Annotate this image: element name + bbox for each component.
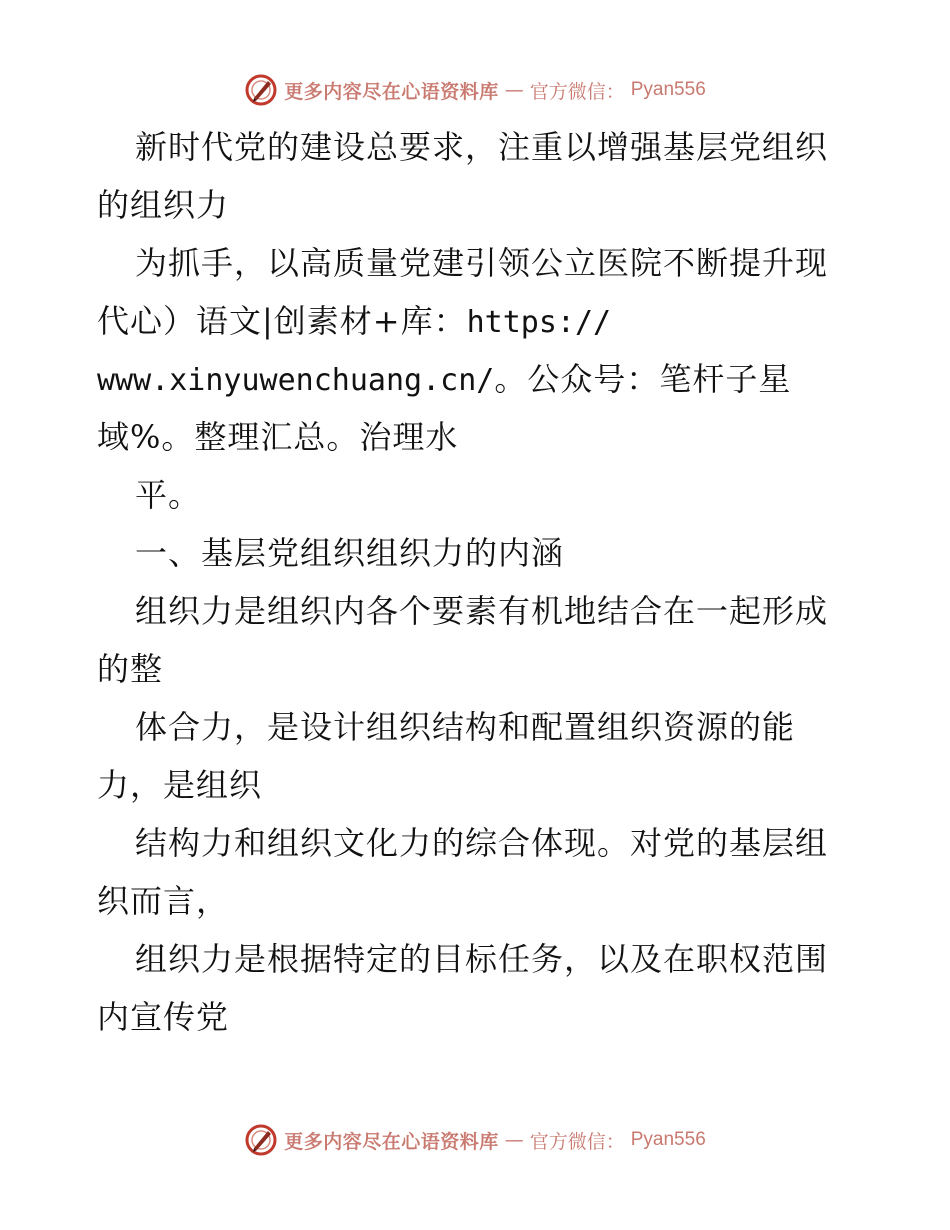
document-body [97,118,857,1046]
footer-wechat-id: Pyan556 [630,1129,706,1150]
footer-site-text: 更多内容尽在心语资料库 [284,1130,499,1153]
text-segment: 。公众号：笔杆子星 [494,360,792,398]
pen-logo-icon [244,1123,278,1157]
text-line: 组织力是根据特定的目标任务，以及在职权范围 [135,940,829,978]
section-heading: 一、基层党组织组织力的内涵 [135,534,565,572]
header-dash: — [504,79,524,101]
footer-wechat-label: 官方微信： [529,1130,625,1153]
text-line: 结构力和组织文化力的综合体现。对党的基层组 [135,824,829,862]
header-banner-content [244,73,706,107]
text-line: 新时代党的建设总要求，注重以增强基层党组织 [135,128,829,166]
header-wechat-label: 官方微信： [529,80,625,103]
header-wechat-id: Pyan556 [630,79,706,100]
text-line [97,292,857,350]
text-segment: 代心）语文|创素材+库： [97,302,467,340]
text-line: 的组织力 [97,186,230,224]
text-line: 织而言， [97,882,230,920]
url-fragment: https:// [466,305,612,340]
text-line: 为抓手，以高质量党建引领公立医院不断提升现 [135,244,829,282]
text-line: 力，是组织 [97,766,263,804]
pen-logo-icon [244,73,278,107]
text-line [97,350,857,408]
text-line: 组织力是组织内各个要素有机地结合在一起形成 [135,592,829,630]
text-line: 的整 [97,650,164,688]
text-line: 内宣传党 [97,998,230,1036]
footer-banner-content [244,1123,706,1157]
footer-banner [0,1120,950,1160]
url-fragment: www.xinyuwenchuang.cn/ [97,363,495,398]
text-line: 平。 [135,476,202,514]
text-line: 域%。整理汇总。治理水 [97,418,459,456]
text-line: 体合力，是设计组织结构和配置组织资源的能 [135,708,796,746]
header-banner [0,70,950,110]
header-site-text: 更多内容尽在心语资料库 [284,80,499,103]
footer-dash: — [504,1129,524,1151]
